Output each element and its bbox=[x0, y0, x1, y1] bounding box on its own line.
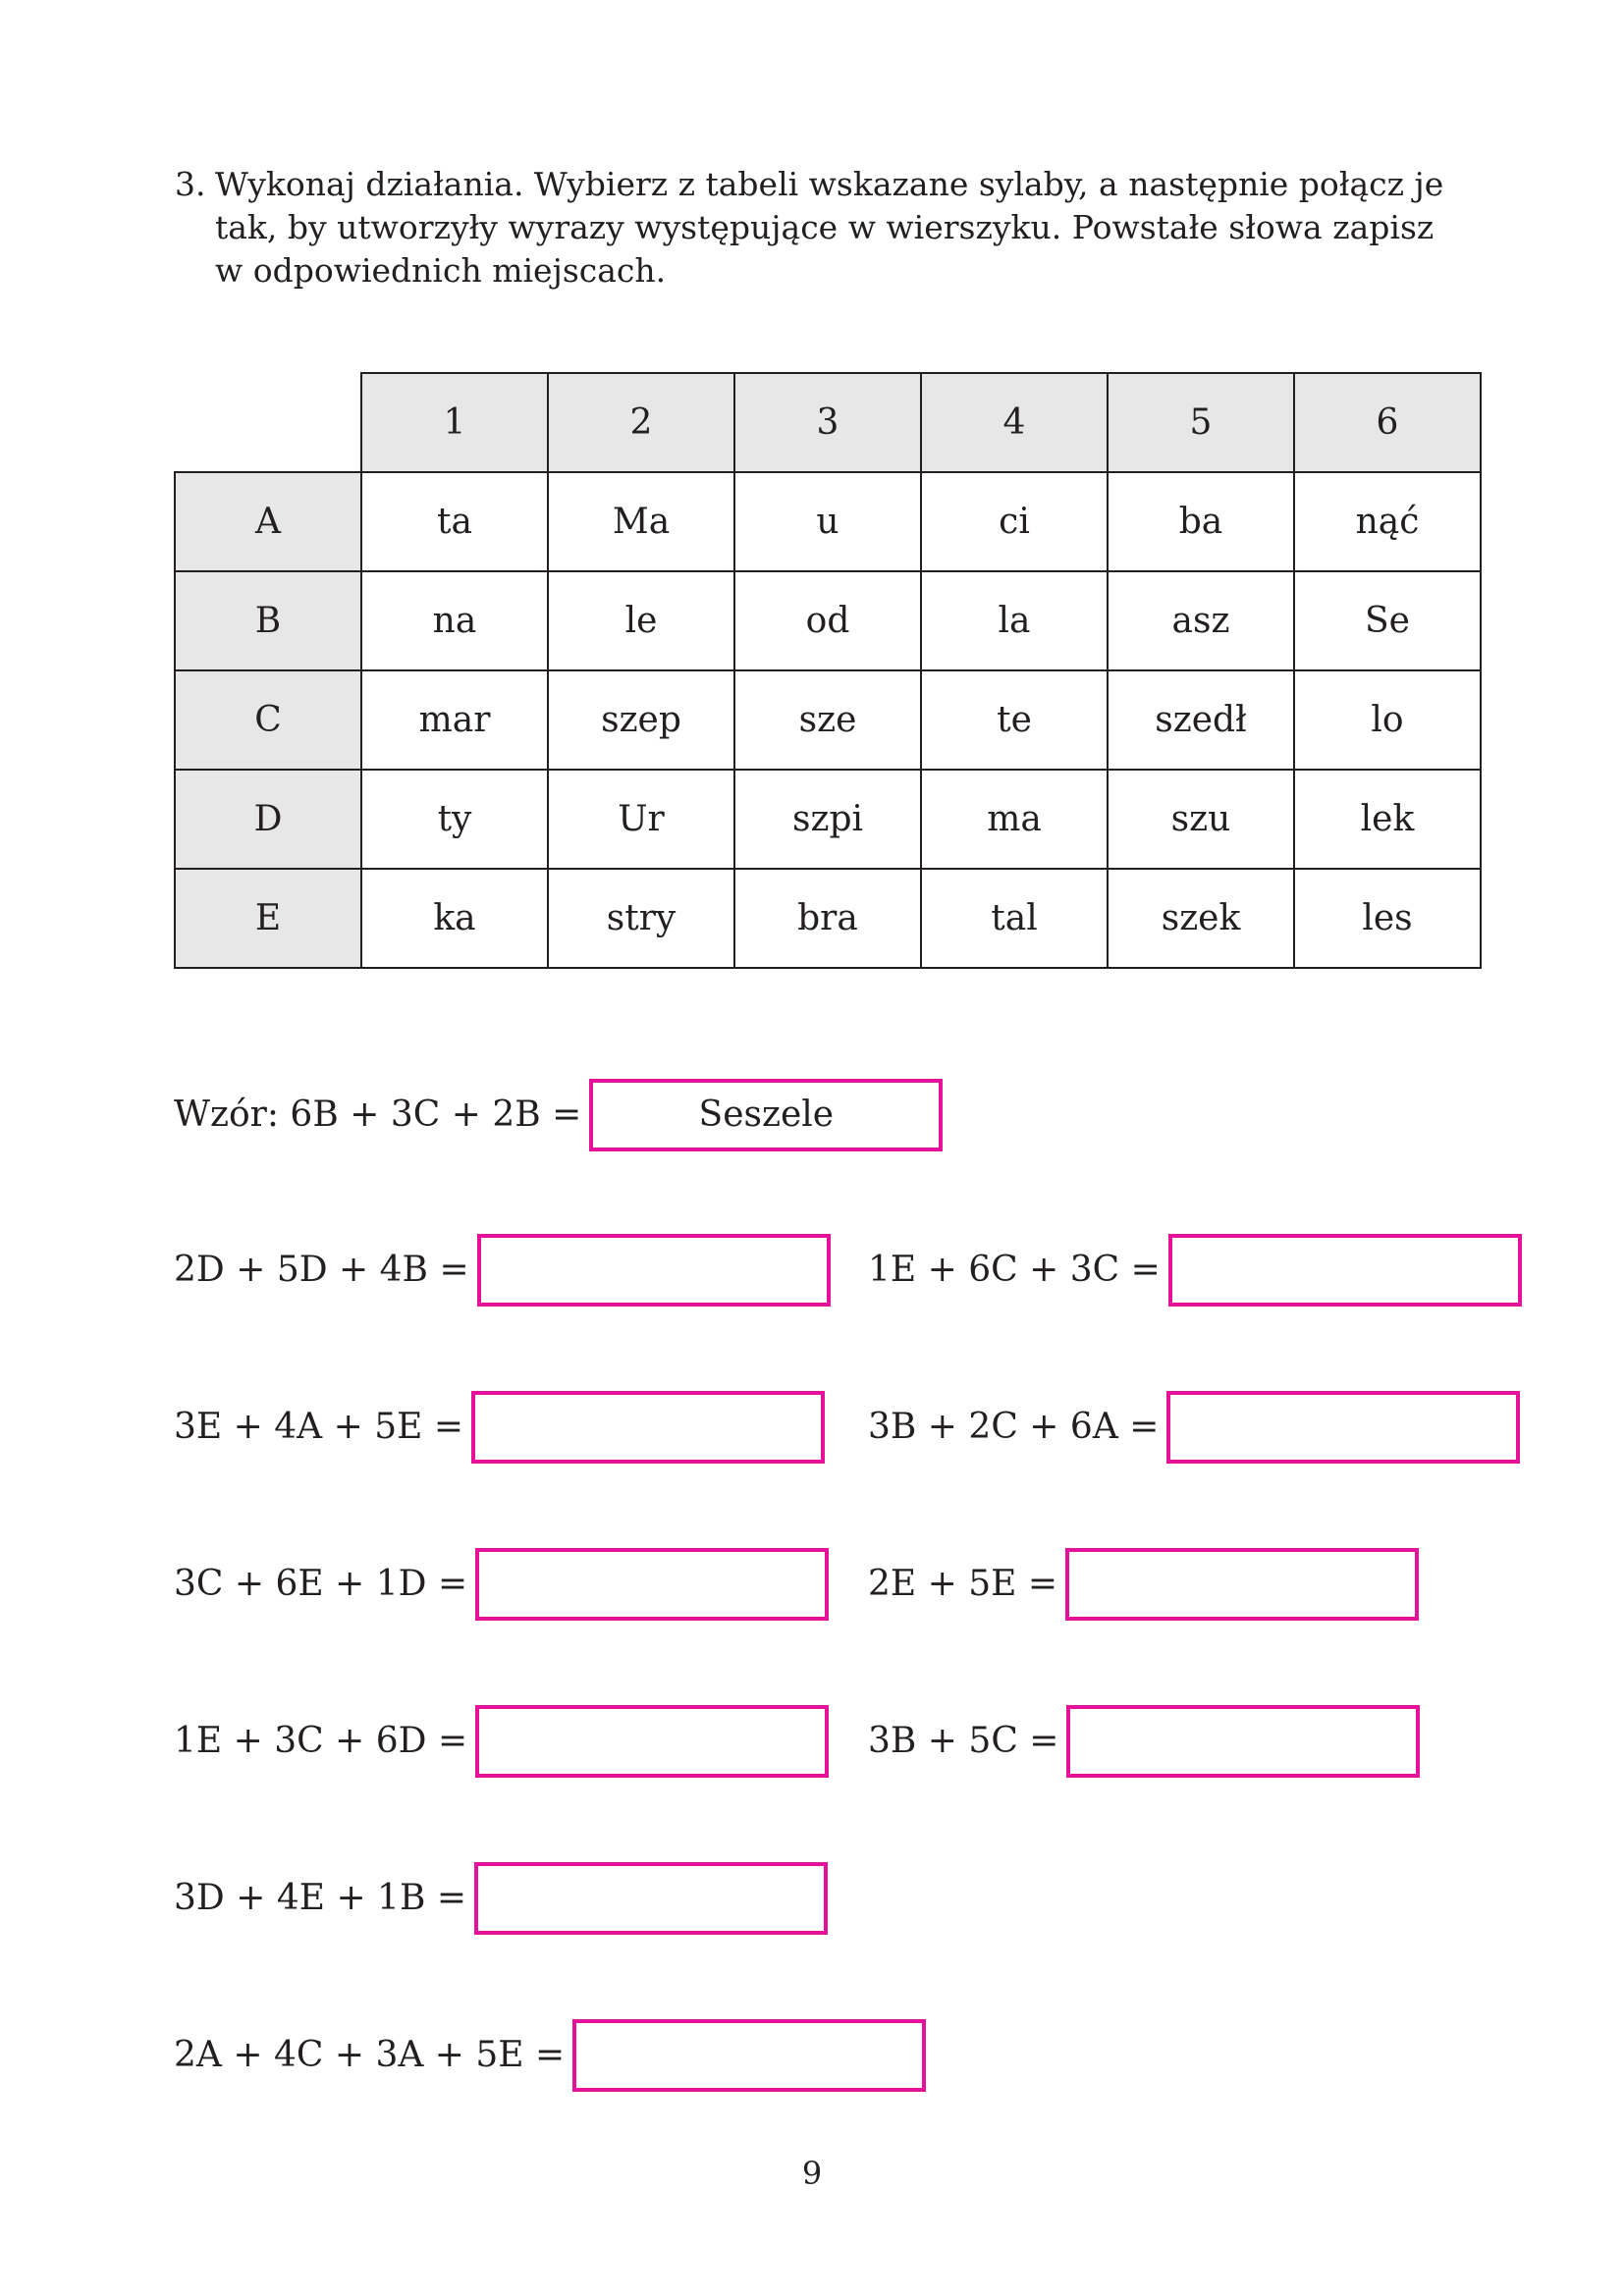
equation-label: 3B + 2C + 6A = bbox=[868, 1407, 1160, 1447]
table-cell: la bbox=[921, 571, 1108, 670]
equation-3c-6e-1d bbox=[174, 1549, 829, 1620]
table-cell: stry bbox=[548, 869, 734, 968]
task-instruction bbox=[175, 163, 1451, 293]
table-row bbox=[175, 472, 1481, 571]
row-header: C bbox=[175, 670, 361, 770]
answer-box[interactable] bbox=[1168, 1234, 1522, 1307]
row-header: D bbox=[175, 770, 361, 869]
table-cell: szedł bbox=[1108, 670, 1294, 770]
col-header: 5 bbox=[1108, 373, 1294, 472]
col-header: 4 bbox=[921, 373, 1108, 472]
equation-3b-5c bbox=[868, 1706, 1420, 1777]
equation-label: 3C + 6E + 1D = bbox=[174, 1564, 468, 1604]
table-cell: u bbox=[734, 472, 921, 571]
task-number: 3. bbox=[175, 165, 206, 203]
equation-label: 2E + 5E = bbox=[868, 1564, 1058, 1604]
table-cell: lo bbox=[1294, 670, 1481, 770]
equation-3e-4a-5e bbox=[174, 1392, 825, 1463]
equation-2e-5e bbox=[868, 1549, 1419, 1620]
example-answer: Seszele bbox=[698, 1095, 835, 1135]
col-header: 2 bbox=[548, 373, 734, 472]
answer-box[interactable] bbox=[475, 1548, 829, 1621]
answer-box[interactable] bbox=[1166, 1391, 1520, 1464]
table-cell: szu bbox=[1108, 770, 1294, 869]
table-cell: Ma bbox=[548, 472, 734, 571]
table-cell: sze bbox=[734, 670, 921, 770]
answer-box[interactable] bbox=[1065, 1548, 1419, 1621]
table-cell: od bbox=[734, 571, 921, 670]
table-row bbox=[175, 670, 1481, 770]
table-cell: le bbox=[548, 571, 734, 670]
equation-label: 3D + 4E + 1B = bbox=[174, 1878, 467, 1918]
table-cell: te bbox=[921, 670, 1108, 770]
table-cell: ma bbox=[921, 770, 1108, 869]
answer-box[interactable] bbox=[1066, 1705, 1420, 1778]
answer-box[interactable] bbox=[477, 1234, 831, 1307]
table-cell: szek bbox=[1108, 869, 1294, 968]
page-number: 9 bbox=[801, 2155, 823, 2192]
table-cell: ci bbox=[921, 472, 1108, 571]
row-header: B bbox=[175, 571, 361, 670]
table-cell: ta bbox=[361, 472, 548, 571]
table-cell: lek bbox=[1294, 770, 1481, 869]
answer-box[interactable] bbox=[471, 1391, 825, 1464]
table-cell: mar bbox=[361, 670, 548, 770]
equation-label: 2A + 4C + 3A + 5E = bbox=[174, 2035, 566, 2075]
equation-label: 3E + 4A + 5E = bbox=[174, 1407, 463, 1447]
equation-label: 1E + 3C + 6D = bbox=[174, 1721, 468, 1761]
answer-box[interactable] bbox=[572, 2019, 926, 2092]
table-cell: na bbox=[361, 571, 548, 670]
table-cell: nąć bbox=[1294, 472, 1481, 571]
equation-1e-6c-3c bbox=[868, 1235, 1522, 1306]
example-answer-box bbox=[589, 1079, 943, 1151]
equation-label: 3B + 5C = bbox=[868, 1721, 1059, 1761]
col-header: 3 bbox=[734, 373, 921, 472]
table-cell: ka bbox=[361, 869, 548, 968]
table-cell: szep bbox=[548, 670, 734, 770]
equation-3d-4e-1b bbox=[174, 1863, 828, 1934]
equation-2a-4c-3a-5e bbox=[174, 2020, 926, 2091]
equation-3b-2c-6a bbox=[868, 1392, 1520, 1463]
table-cell: ty bbox=[361, 770, 548, 869]
table-cell: ba bbox=[1108, 472, 1294, 571]
table-corner bbox=[175, 373, 361, 472]
syllable-table bbox=[174, 372, 1482, 969]
task-text: Wykonaj działania. Wybierz z tabeli wskazane sylaby, a następnie połącz je tak, by utworzyły wyrazy występujące w wierszyku. Powstałe słowa zapisz w odpowiednich miejscach. bbox=[215, 165, 1444, 290]
table-row bbox=[175, 770, 1481, 869]
equation-label: 1E + 6C + 3C = bbox=[868, 1250, 1161, 1290]
answer-box[interactable] bbox=[475, 1705, 829, 1778]
equation-1e-3c-6d bbox=[174, 1706, 829, 1777]
example-label: Wzór: 6B + 3C + 2B = bbox=[174, 1095, 582, 1135]
table-cell: szpi bbox=[734, 770, 921, 869]
table-cell: tal bbox=[921, 869, 1108, 968]
table-cell: Se bbox=[1294, 571, 1481, 670]
example-equation bbox=[174, 1080, 943, 1150]
table-header-row bbox=[175, 373, 1481, 472]
table-cell: asz bbox=[1108, 571, 1294, 670]
row-header: A bbox=[175, 472, 361, 571]
col-header: 6 bbox=[1294, 373, 1481, 472]
table-cell: bra bbox=[734, 869, 921, 968]
table-row bbox=[175, 571, 1481, 670]
equation-label: 2D + 5D + 4B = bbox=[174, 1250, 469, 1290]
table-cell: Ur bbox=[548, 770, 734, 869]
equation-2d-5d-4b bbox=[174, 1235, 831, 1306]
table-row bbox=[175, 869, 1481, 968]
answer-box[interactable] bbox=[474, 1862, 828, 1935]
col-header: 1 bbox=[361, 373, 548, 472]
table-cell: les bbox=[1294, 869, 1481, 968]
row-header: E bbox=[175, 869, 361, 968]
